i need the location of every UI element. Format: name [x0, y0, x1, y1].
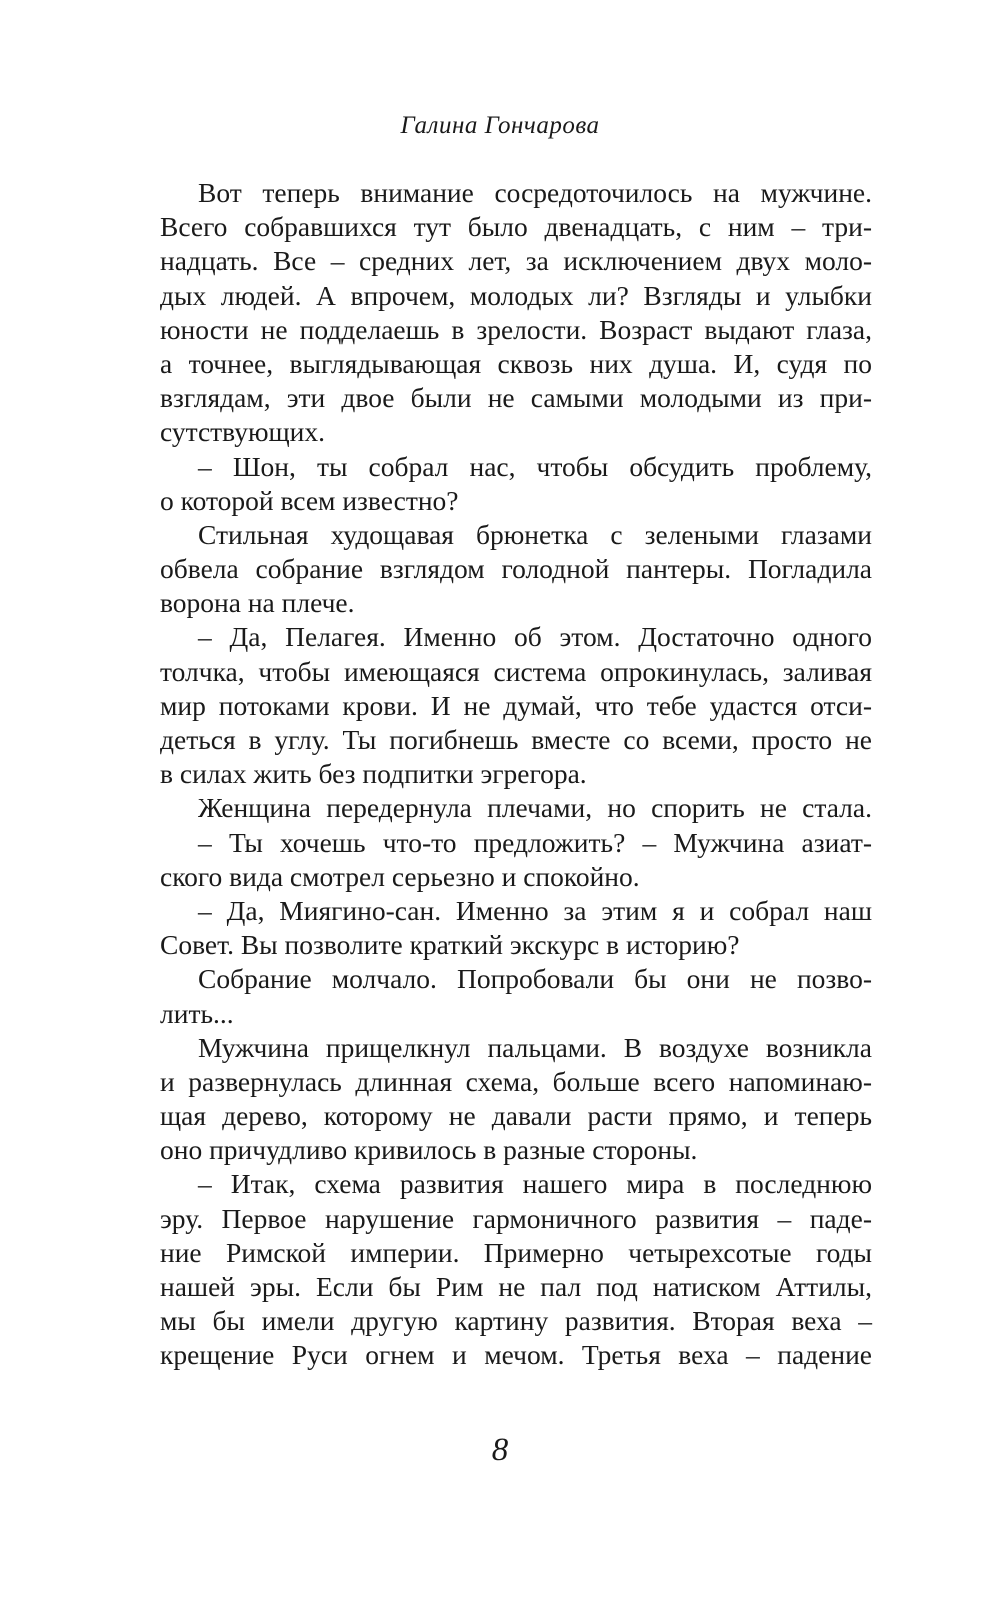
text-line: толчка, чтобы имеющаяся система опрокинулась, заливая [160, 655, 872, 687]
text-line: Стильная худощавая брюнетка с зелеными глазами [198, 518, 872, 550]
text-line: Собрание молчало. Попробовали бы они не позво- [198, 963, 872, 995]
text-line: юности не подделаешь в зрелости. Возраст выдают глаза, [160, 313, 872, 345]
text-line: о которой всем известно? [160, 484, 459, 516]
running-head: Галина Гончарова [400, 112, 600, 139]
text-line: – Ты хочешь что-то предложить? – Мужчина азиат- [198, 826, 872, 858]
text-line: Мужчина прищелкнул пальцами. В воздухе возникла [198, 1031, 872, 1063]
body-text [160, 176, 872, 1373]
text-line: сутствующих. [160, 416, 326, 448]
text-line: ского вида смотрел серьезно и спокойно. [160, 860, 640, 892]
text-line: мы бы имели другую картину развития. Вторая веха – [160, 1305, 872, 1337]
text-line: Вот теперь внимание сосредоточилось на мужчине. [198, 177, 872, 208]
text-line: ворона на плече. [160, 587, 355, 619]
text-line: Совет. Вы позволите краткий экскурс в историю? [160, 929, 740, 961]
text-line: – Да, Миягино-сан. Именно за этим я и собрал наш [198, 894, 872, 926]
text-line: деться в углу. Ты погибнешь вместе со всеми, просто не [160, 724, 872, 755]
text-line: оно причудливо кривилось в разные стороны. [160, 1134, 698, 1166]
page-number: 8 [491, 1432, 509, 1468]
text-line: нашей эры. Если бы Рим не пал под натиском Аттилы, [160, 1271, 872, 1302]
text-line: дых людей. А впрочем, молодых ли? Взгляды и улыбки [160, 279, 872, 311]
text-line: Женщина передернула плечами, но спорить не стала. [198, 792, 872, 824]
text-line: Всего собравшихся тут было двенадцать, с ним – три- [160, 211, 872, 243]
text-line: взглядам, эти двое были не самыми молодыми из при- [160, 382, 872, 414]
text-line: – Итак, схема развития нашего мира в последнюю [198, 1168, 872, 1200]
text-line: в силах жить без подпитки эгрегора. [160, 758, 587, 790]
text-line: эру. Первое нарушение гармоничного развития – паде- [160, 1202, 872, 1234]
text-line: а точнее, выглядывающая сквозь них душа. И, судя по [160, 347, 872, 379]
text-line: ние Римской империи. Примерно четырехсотые годы [160, 1236, 872, 1268]
text-line: лить... [160, 997, 234, 1029]
text-line: – Да, Пелагея. Именно об этом. Достаточно одного [198, 621, 872, 653]
text-line: обвела собрание взглядом голодной пантеры. Погладила [160, 553, 872, 585]
text-line: – Шон, ты собрал нас, чтобы обсудить проблему, [198, 450, 872, 482]
text-line: и развернулась длинная схема, больше всего напоминаю- [160, 1065, 872, 1097]
text-line: щая дерево, которому не давали расти прямо, и теперь [160, 1100, 872, 1132]
text-line: мир потоками крови. И не думай, что тебе удастся отси- [160, 689, 872, 721]
text-line: надцать. Все – средних лет, за исключением двух моло- [160, 245, 872, 277]
text-line: крещение Руси огнем и мечом. Третья веха – падение [160, 1339, 872, 1371]
